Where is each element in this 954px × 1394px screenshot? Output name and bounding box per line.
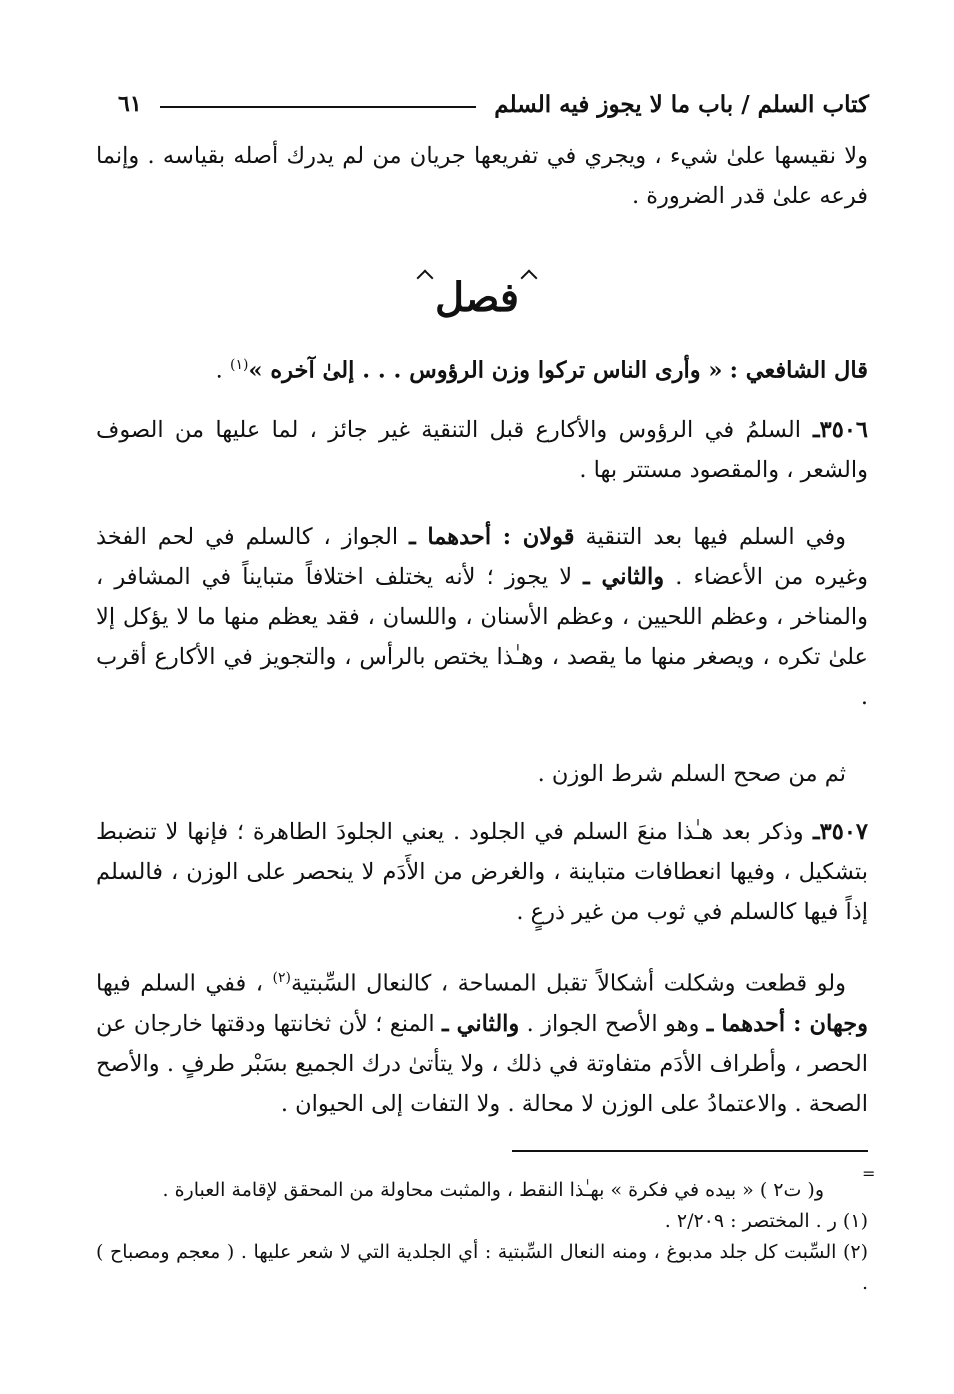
paragraph bbox=[96, 754, 868, 794]
paragraph-text: ثم من صحح السلم شرط الوزن . bbox=[537, 761, 846, 787]
paragraph bbox=[96, 812, 868, 932]
footnote-1: (١) ر . المختصر : ٢/٢٠٩ . bbox=[664, 1210, 868, 1232]
paragraph-text: والثاني ـ bbox=[442, 1010, 520, 1037]
paragraph-text: والثاني ـ bbox=[583, 564, 665, 590]
paragraph-text: الجواز ، كالسلم في لحم الفخذ وغيره من الأعضاء . bbox=[96, 524, 868, 590]
quote-line bbox=[96, 345, 868, 391]
paragraph bbox=[96, 517, 868, 717]
paragraph-text: وجهان : أحدهما ـ bbox=[706, 1010, 869, 1037]
footnote-continuation-mark: = bbox=[862, 1164, 876, 1183]
page-number: ٦١ bbox=[118, 91, 142, 117]
paragraph-text: ولو قطعت وشكلت أشكالاً تقبل المساحة ، كالنعال السِّبتية bbox=[290, 970, 846, 997]
quote-text: « وأرى الناس تركوا وزن الرؤوس . . . إلىٰ آخره » bbox=[248, 357, 723, 384]
quote-speaker: قال الشافعي : bbox=[729, 357, 868, 384]
footnote-ref: (٢) bbox=[272, 970, 291, 986]
footnotes bbox=[96, 1175, 868, 1299]
paragraph-text: المنع ؛ لأن ثخانتها ودقتها خارجان عن الحصر ، وأطراف الأدَم متفاوتة في ذلك ، ولا يتأتىٰ درك الجميع بسَبْر طرفٍ . والأصح الصحة . والاعتمادُ على الوزن لا محالة . ولا التفات إلى الحيوان . bbox=[96, 1010, 868, 1117]
paragraph-text: وفي السلم فيها بعد التنقية bbox=[574, 524, 846, 550]
paragraph-text: وذكر بعد هـٰذا منعَ السلم في الجلود . يعني الجلودَ الطاهرة ؛ فإنها لا تنضبط بتشكيل ، وفيها انعطافات متباينة ، والغرض من الأَدَم لا ينحصر على الوزن ، فالسلم إذاً فيها كالسلم في ثوب من غير ذرعٍ . bbox=[96, 819, 868, 925]
chapter-title: كتاب السلم / باب ما لا يجوز فيه السلم bbox=[494, 90, 869, 118]
footnote-rule bbox=[512, 1150, 868, 1152]
paragraph-text: وهو الأصح الجواز . bbox=[519, 1010, 707, 1037]
paragraph-text: لا يجوز ؛ لأنه يختلف اختلافاً متبايناً في المشافر ، والمناخر ، وعظم اللحيين ، وعظم الأسنان ، واللسان ، فقد يعظم منها ما لا يؤكل إلا علىٰ تكره ، ويصغر منها ما يقصد ، وهـٰذا يختص بالرأس ، والتجويز في الأكارع أقرب . bbox=[96, 564, 868, 710]
paragraph-number: ٣٥٠٦ـ bbox=[801, 417, 868, 443]
paragraph-text: ، ففي السلم فيها bbox=[96, 970, 273, 997]
running-header bbox=[118, 86, 869, 122]
section-heading-wrap bbox=[0, 268, 954, 334]
intro-paragraph: ولا نقيسها علىٰ شيء ، ويجري في تفريعها جريان من لم يدرك أصله بقياسه . وإنما فرعه علىٰ قدر الضرورة . bbox=[96, 143, 868, 209]
paragraph-number: ٣٥٠٧ـ bbox=[803, 819, 868, 845]
footnote-2: (٢) السِّبت كل جلد مدبوغ ، ومنه النعال السِّبتية : أي الجلدية التي لا شعر عليها . ( معجم ومصباح ) . bbox=[96, 1241, 868, 1294]
header-rule bbox=[160, 106, 477, 108]
quote-end: . bbox=[215, 357, 223, 384]
paragraph bbox=[96, 958, 868, 1124]
footnote-continued: و( ت٢ ) « بيده في فكرة » بهـٰذا النقط ، والمثبت محاولة من المحقق لإقامة العبارة . bbox=[162, 1179, 824, 1201]
paragraph bbox=[96, 410, 868, 490]
paragraph-text: السلمُ في الرؤوس والأكارع قبل التنقية غير جائز ، لما عليها من الصوف والشعر ، والمقصود مستتر بها . bbox=[96, 417, 868, 483]
quote-ref: (١) bbox=[229, 357, 249, 373]
paragraph-text: قولان : أحدهما ـ bbox=[409, 524, 575, 550]
section-heading: فصل bbox=[423, 268, 531, 334]
